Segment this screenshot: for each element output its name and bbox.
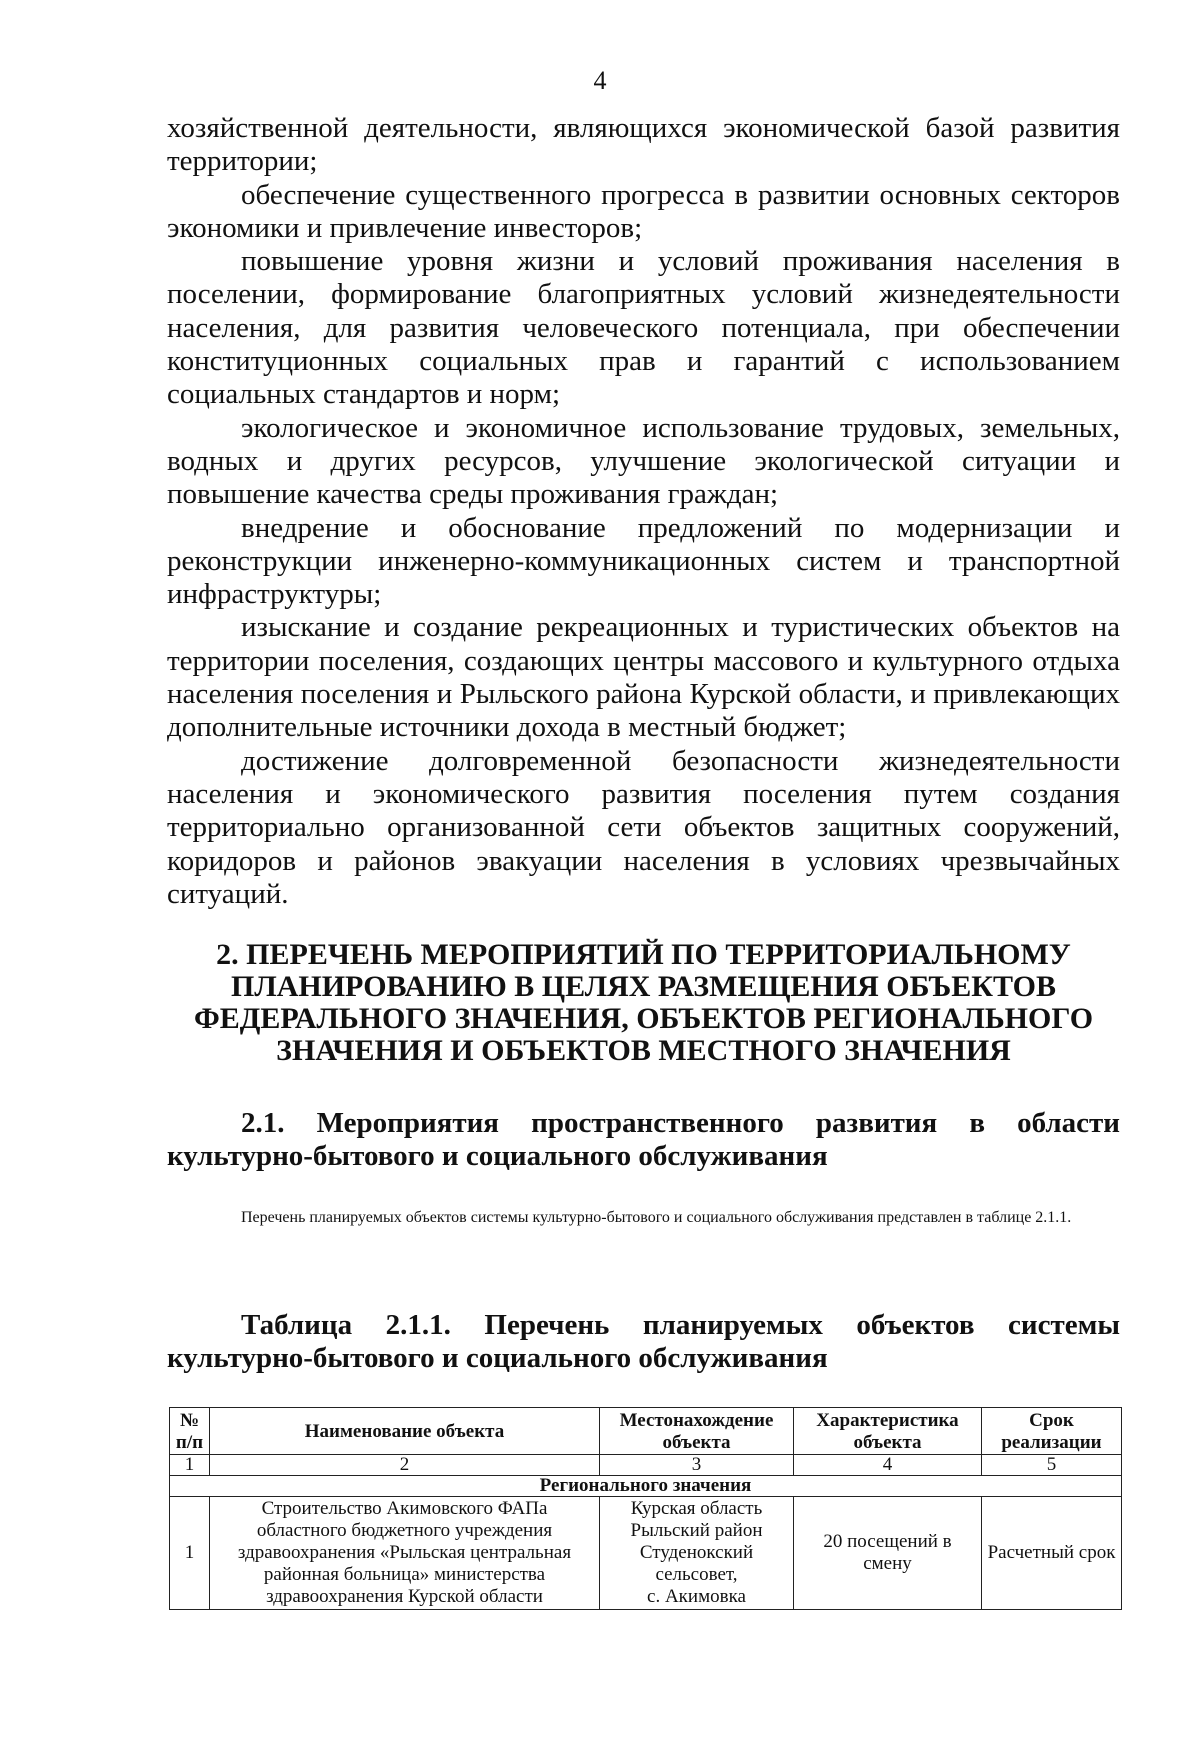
column-number: 5: [982, 1455, 1122, 1476]
section-heading-line: 2. ПЕРЕЧЕНЬ МЕРОПРИЯТИЙ ПО ТЕРРИТОРИАЛЬНОМУ: [216, 938, 1071, 971]
table-row: [170, 1497, 1122, 1610]
row-name-line: здравоохранения «Рыльская центральная: [237, 1542, 572, 1563]
paragraph: экологическое и экономичное использование трудовых, земельных, водных и других ресурсов, улучшение экологической ситуации и повышение качества среды проживания граждан;: [167, 411, 1120, 511]
column-number: 4: [794, 1455, 982, 1476]
section-heading-line: ЗНАЧЕНИЯ И ОБЪЕКТОВ МЕСТНОГО ЗНАЧЕНИЯ: [276, 1034, 1011, 1067]
header-location: Местонахождение объекта: [600, 1408, 794, 1455]
row-location-line: Курская область: [630, 1498, 763, 1519]
paragraph: изыскание и создание рекреационных и туристических объектов на территории поселения, создающих центры массового и культурного отдыха населения поселения и Рыльского района Курской области, и привлекающих дополнительные источники дохода в местный бюджет;: [167, 611, 1120, 744]
section-heading-line: ФЕДЕРАЛЬНОГО ЗНАЧЕНИЯ, ОБЪЕКТОВ РЕГИОНАЛЬНОГО: [193, 1002, 1094, 1035]
row-location-line: Рыльский район: [630, 1520, 763, 1541]
paragraph: обеспечение существенного прогресса в развитии основных секторов экономики и привлечение инвесторов;: [167, 178, 1120, 244]
page-number: 4: [593, 66, 607, 95]
paragraph: хозяйственной деятельности, являющихся экономической базой развития территории;: [167, 112, 1120, 178]
objects-table: [169, 1407, 1122, 1610]
table-header-row: [170, 1408, 1122, 1455]
subsection-heading: 2.1. Мероприятия пространственного развития в области культурно-бытового и социального обслуживания: [167, 1107, 1120, 1172]
row-location-line: сельсовет,: [655, 1564, 738, 1585]
group-row: [170, 1476, 1122, 1497]
column-number: 2: [210, 1455, 600, 1476]
paragraph: повышение уровня жизни и условий проживания населения в поселении, формирование благоприятных условий жизнедеятельности населения, для развития человеческого потенциала, при обеспечении конституционных социальных прав и гарантий с использованием социальных стандартов и норм;: [167, 245, 1120, 411]
paragraph: внедрение и обоснование предложений по модернизации и реконструкции инженерно-коммуникационных систем и транспортной инфраструктуры;: [167, 511, 1120, 611]
row-name-line: Строительство Акимовского ФАПа: [261, 1498, 548, 1519]
section-heading: [167, 939, 1120, 1067]
row-name-line: здравоохранения Курской области: [266, 1586, 543, 1607]
row-characteristic: 20 посещений в смену: [794, 1497, 982, 1610]
row-name: [210, 1497, 600, 1610]
header-num-line: п/п: [175, 1432, 204, 1453]
row-location-line: с. Акимовка: [647, 1586, 746, 1607]
intro-paragraph: Перечень планируемых объектов системы культурно-бытового и социального обслуживания представлен в таблице 2.1.1.: [241, 1209, 1072, 1226]
column-number-row: [170, 1455, 1122, 1476]
row-location-line: Студенокский: [639, 1542, 754, 1563]
row-name-line: районная больница» министерства: [263, 1564, 546, 1585]
section-heading-line: ПЛАНИРОВАНИЮ В ЦЕЛЯХ РАЗМЕЩЕНИЯ ОБЪЕКТОВ: [231, 970, 1056, 1003]
column-number: 1: [170, 1455, 210, 1476]
paragraph: достижение долговременной безопасности жизнедеятельности населения и экономического развития поселения путем создания территориально организованной сети объектов защитных сооружений, коридоров и районов эвакуации населения в условиях чрезвычайных ситуаций.: [167, 744, 1120, 910]
table-caption: Таблица 2.1.1. Перечень планируемых объектов системы культурно-бытового и социального обслуживания: [167, 1309, 1120, 1374]
row-term: Расчетный срок: [982, 1497, 1122, 1610]
row-num: 1: [170, 1497, 210, 1610]
row-name-line: областного бюджетного учреждения: [256, 1520, 553, 1541]
header-name: Наименование объекта: [210, 1408, 600, 1455]
header-term: Срок реализации: [982, 1408, 1122, 1455]
header-characteristic: Характеристика объекта: [794, 1408, 982, 1455]
header-num-line: №: [179, 1410, 200, 1431]
header-num: [170, 1408, 210, 1455]
column-number: 3: [600, 1455, 794, 1476]
body-text: [167, 112, 1120, 911]
group-label: Регионального значения: [170, 1476, 1122, 1497]
row-location: [600, 1497, 794, 1610]
